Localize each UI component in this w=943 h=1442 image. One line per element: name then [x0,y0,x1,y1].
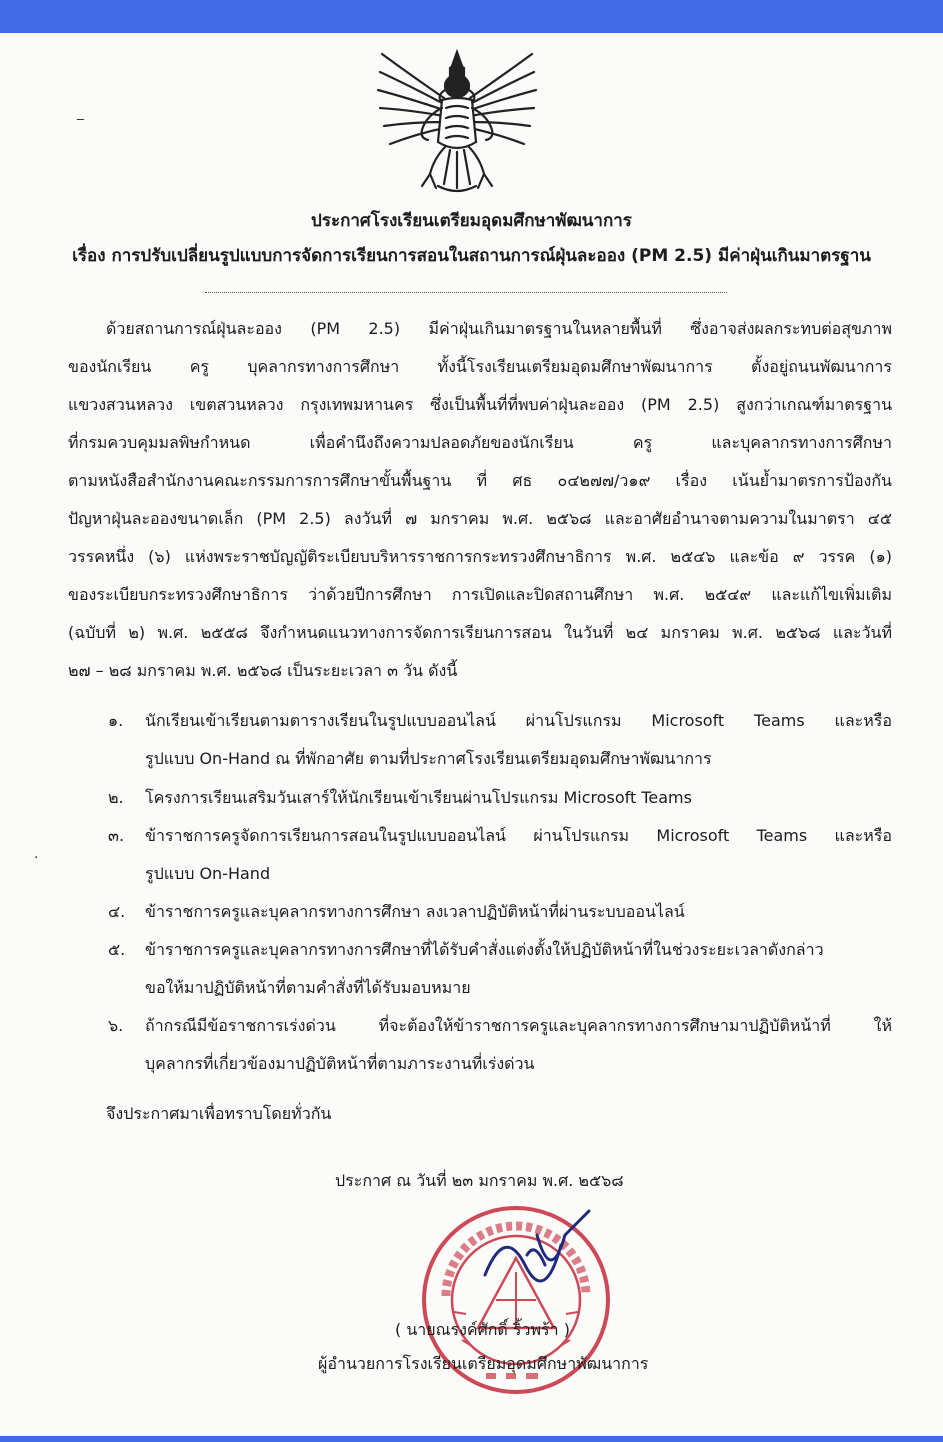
body-line: ด้วยสถานการณ์ฝุ่นละออง (PM 2.5) มีค่าฝุ่นเกินมาตรฐานในหลายพื้นที่ ซึ่งอาจส่งผลกระทบต่อสุขภาพ [106,319,892,338]
announcement-title: ประกาศโรงเรียนเตรียมอุดมศึกษาพัฒนาการ [311,211,632,231]
item-number: ๖. [108,1016,124,1035]
item-text: ถ้ากรณีมีข้อราชการเร่งด่วน ที่จะต้องให้ข้าราชการครูและบุคลากรทางการศึกษามาปฏิบัติหน้าที่ ให้ [145,1016,892,1035]
item-text: โครงการเรียนเสริมวันเสาร์ให้นักเรียนเข้าเรียนผ่านโปรแกรม Microsoft Teams [145,788,692,807]
body-line: ๒๗ – ๒๘ มกราคม พ.ศ. ๒๕๖๘ เป็นระยะเวลา ๓ วัน ดังนี้ [68,661,458,680]
body-line: วรรคหนึ่ง (๖) แห่งพระราชบัญญัติระเบียบบริหารราชการกระทรวงศึกษาธิการ พ.ศ. ๒๕๔๖ และข้อ ๙ วรรค (๑) [68,547,892,566]
item-text: นักเรียนเข้าเรียนตามตารางเรียนในรูปแบบออนไลน์ ผ่านโปรแกรม Microsoft Teams และหรือ [145,711,892,730]
item-text: รูปแบบ On-Hand [145,864,271,883]
scan-mark: ‾ [77,118,84,134]
body-line: ตามหนังสือสำนักงานคณะกรรมการการศึกษาขั้นพื้นฐาน ที่ ศธ ๐๔๒๗๗/ว๑๙ เรื่อง เน้นย้ำมาตรการป้องกัน [68,471,892,490]
top-bar [0,0,943,33]
item-text: บุคลากรที่เกี่ยวข้องมาปฏิบัติหน้าที่ตามภาระงานที่เร่งด่วน [145,1054,535,1073]
item-text: ขอให้มาปฏิบัติหน้าที่ตามคำสั่งที่ได้รับมอบหมาย [145,978,471,997]
body-line: (ฉบับที่ ๒) พ.ศ. ๒๕๕๘ จึงกำหนดแนวทางการจัดการเรียนการสอน ในวันที่ ๒๔ มกราคม พ.ศ. ๒๕๖๘ และวันที่ [68,623,892,642]
announcement-date: ประกาศ ณ วันที่ ๒๓ มกราคม พ.ศ. ๒๕๖๘ [335,1171,624,1190]
title-divider [205,292,727,293]
item-text: ข้าราชการครูจัดการเรียนการสอนในรูปแบบออนไลน์ ผ่านโปรแกรม Microsoft Teams และหรือ [145,826,892,845]
body-line: ของระเบียบกระทรวงศึกษาธิการ ว่าด้วยปีการศึกษา การเปิดและปิดสถานศึกษา พ.ศ. ๒๕๔๙ และแก้ไขเพิ่มเติม [68,585,892,604]
item-number: ๒. [108,788,124,807]
scan-mark: · [34,850,39,866]
signer-title: ผู้อำนวยการโรงเรียนเตรียมอุดมศึกษาพัฒนาการ [318,1354,649,1373]
body-line: ของนักเรียน ครู บุคลากรทางการศึกษา ทั้งนี้โรงเรียนเตรียมอุดมศึกษาพัฒนาการ ตั้งอยู่ถนนพัฒนาการ [68,357,892,376]
announcement-subject: เรื่อง การปรับเปลี่ยนรูปแบบการจัดการเรียนการสอนในสถานการณ์ฝุ่นละออง (PM 2.5) มีค่าฝุ่นเกินมาตรฐาน [72,246,871,266]
signer-name: ( นายณรงค์ศักดิ์ ริ้วพร้า ) [395,1320,570,1339]
body-line: ที่กรมควบคุมมลพิษกำหนด เพื่อคำนึงถึงความปลอดภัยของนักเรียน ครู และบุคลากรทางการศึกษา [68,433,892,452]
garuda-emblem-icon [372,46,542,196]
item-number: ๕. [108,940,126,959]
item-text: ข้าราชการครูและบุคลากรทางการศึกษาที่ได้รับคำสั่งแต่งตั้งให้ปฏิบัติหน้าที่ในช่วงระยะเวลาดังกล่าว [145,940,824,959]
item-text: รูปแบบ On-Hand ณ ที่พักอาศัย ตามที่ประกาศโรงเรียนเตรียมอุดมศึกษาพัฒนาการ [145,749,712,768]
closing-text: จึงประกาศมาเพื่อทราบโดยทั่วกัน [106,1104,332,1123]
body-line: แขวงสวนหลวง เขตสวนหลวง กรุงเทพมหานคร ซึ่งเป็นพื้นที่ที่พบค่าฝุ่นละออง (PM 2.5) สูงกว่าเกณฑ์มาตรฐาน [68,395,892,414]
item-text: ข้าราชการครูและบุคลากรทางการศึกษา ลงเวลาปฏิบัติหน้าที่ผ่านระบบออนไลน์ [145,902,685,921]
bottom-bar [0,1436,943,1442]
signature-icon [465,1205,595,1295]
item-number: ๔. [108,902,126,921]
body-line: ปัญหาฝุ่นละอองขนาดเล็ก (PM 2.5) ลงวันที่ ๗ มกราคม พ.ศ. ๒๕๖๘ และอาศัยอำนาจตามความในมาตรา ๔๕ [68,509,892,528]
item-number: ๑. [108,711,124,730]
item-number: ๓. [108,826,125,845]
